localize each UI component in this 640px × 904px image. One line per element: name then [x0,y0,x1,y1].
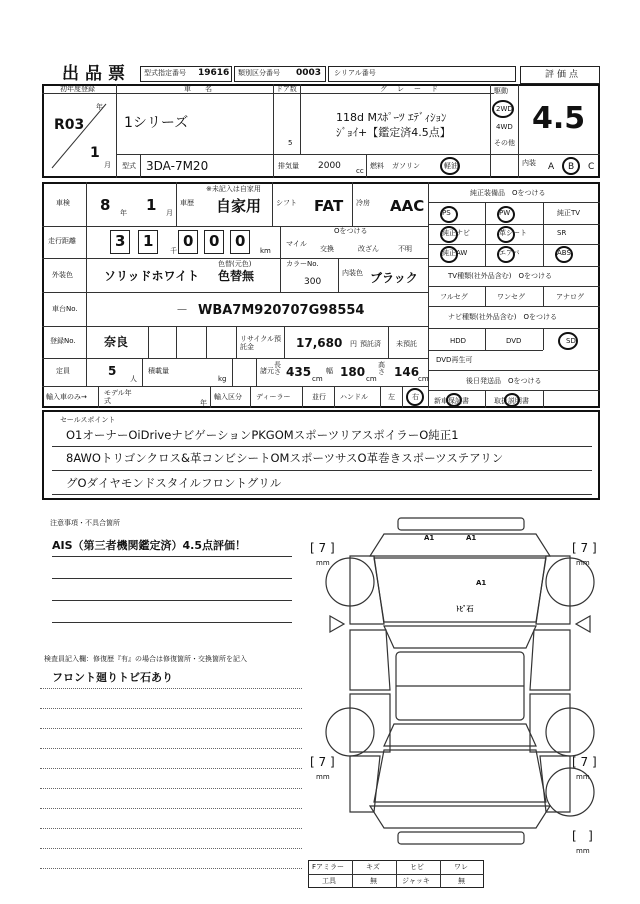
model-no-value: 19616 [198,68,230,78]
tire-fl: [ 7 ] [310,541,335,555]
drive-2wd-circle [492,100,514,118]
load-label: 積載量 [148,367,169,375]
handle-left: 左 [388,393,395,401]
recycle-value: 17,680 [296,336,343,350]
equip-item-circle [497,246,515,263]
drive-4wd: 4WD [496,123,513,131]
car-name: 1シリーズ [124,115,189,131]
inspector-line1: フロント廻りトビ石あり [52,671,173,684]
use-note: ※未記入は自家用 [206,185,261,193]
first-reg-label: 初年度登録 [60,85,95,93]
notes-line1: AIS（第三者機関鑑定済）4.5点評価！ [52,539,247,552]
month-unit: 月 [104,161,111,169]
equip-item: 純正TV [557,209,581,217]
fuel-label: 燃料 [370,162,384,170]
after-manual-circle [504,393,520,407]
equip-item-circle [440,206,458,223]
tire-fr: [ 7 ] [572,541,597,555]
shift-label: シフト [276,199,297,207]
width-value: 180 [340,365,366,379]
equip-item: 革シート [499,229,527,237]
nav-dvd-play: DVD再生可 [436,356,473,364]
mile-mark: Oをつける [334,227,368,235]
score-header-label: 評価点 [545,70,582,80]
tire-fr-mm: mm [576,559,590,567]
car-name-label: 車名 [184,85,226,93]
legend-tools: 工具 [322,877,336,885]
sales-label: セールスポイント [60,416,116,424]
parallel-option: 並行 [312,393,326,401]
color-no-label: カラーNo. [286,260,319,268]
reg-value: 奈良 [104,335,129,349]
hgt-label: 高さ [378,361,385,376]
grade-label: グレード [380,85,448,93]
doors-value: 5 [288,139,293,147]
load-unit: kg [218,375,227,383]
ac-label: 冷房 [356,199,370,207]
disp-label: 排気量 [278,162,299,170]
dealer-option: ディーラー [256,393,291,401]
doors-label: ドア数 [276,85,297,93]
equip-item-circle [497,206,515,223]
grade-line1: 118d Mｽﾎﾟｰﾂ ｴﾃﾞｨｼｮﾝ [336,111,447,124]
wid-label: 幅 [326,367,333,375]
seats-label: 定員 [56,367,70,375]
diag-tobi: ﾄﾋﾞ石 [456,605,474,613]
thousand-unit: 千 [170,247,177,255]
fuel-diesel-circle [440,157,460,175]
nav-title: ナビ種類(社外品含む) Oをつける [448,313,557,321]
orig-color-value: 色替無 [218,269,255,283]
first-reg-era: R03 [54,117,85,133]
vin-dash: － [176,303,189,317]
handle-label: ハンドル [340,393,368,401]
sales-line2: 8AWOトリゴンクロス&革コンビシートOMスポーツサスO革巻きスポーツステアリン [66,451,504,465]
disp-unit: cc [356,167,364,175]
legend-h-mirror: Fアミラー [312,863,345,871]
equip-item: エアバ [499,249,520,257]
mileage-digit: 0 [209,232,220,250]
inspector-label: 検査員記入欄：修復歴『有』の場合は修復箇所・交換箇所を記入 [44,655,247,663]
import-label: 輸入車のみ→ [46,393,87,401]
vin-value: WBA7M920707G98554 [198,303,365,318]
after-manual: 取扱説明書 [494,397,529,405]
equip-item: 純正ナビ [442,229,470,237]
sales-line3: グOダイヤモンドスタイルフロントグリル [66,476,282,490]
tv-title: TV種類(社外品含む) Oをつける [448,272,553,280]
reg-label: 登録No. [50,337,76,345]
mile-opt3: 不明 [398,245,412,253]
km-unit: km [260,247,271,255]
class-no-label: 類別区分番号 [238,69,280,77]
recycle-unpaid: 未預託 [396,340,417,348]
insp-year-unit: 年 [120,209,127,217]
equip-item-circle [440,246,458,263]
tire-rr: [ 7 ] [572,755,597,769]
legend-tools-val: 無 [370,877,377,885]
recycle-unit: 円 [350,340,357,348]
tire-fl-mm: mm [316,559,330,567]
handle-right: 右 [412,393,419,401]
mile-label: マイル [286,240,307,248]
int-color-label: 内装色 [342,269,363,277]
legend-h-crack: ヒビ [410,863,424,871]
mileage-digit: 0 [183,232,194,250]
mileage-digit: 0 [235,232,246,250]
equip-item: 純正AW [442,249,468,257]
mileage-label: 走行距離 [48,237,76,245]
fuel-diesel: 軽油 [444,162,458,170]
legend-jack: ジャッキ [402,877,430,885]
equip-title: 純正装備品 Oをつける [470,189,546,197]
insp-month: 1 [146,196,157,214]
mileage-digit: 1 [143,232,154,250]
equip-item-circle [555,246,573,263]
int-b-circle [562,157,580,175]
interior-label: 内装 [522,159,536,167]
tv-oneseg: ワンセグ [497,293,525,301]
mileage-digit: 3 [115,232,126,250]
car-diagram [300,512,620,862]
diag-a1-hood: A1 [476,579,487,587]
shift-value: FAT [314,197,344,215]
first-reg-month: 1 [90,145,100,161]
legend-h-scratch: キズ [366,863,380,871]
insp-month-unit: 月 [166,209,173,217]
disp-value: 2000 [318,161,341,171]
dims-label: 諸元 [260,367,274,375]
class-no-value: 0003 [296,68,322,78]
after-title: 後日発送品 Oをつける [466,377,542,385]
len-label: 長さ [274,361,281,376]
color-label: 外装色 [52,271,73,279]
wid-cm: cm [366,375,377,383]
use-value: 自家用 [216,197,262,215]
tire-rl-mm: mm [316,773,330,781]
hgt-cm: cm [418,375,429,383]
tv-fullseg: フルセグ [440,293,468,301]
int-a: A [548,162,555,172]
seats-value: 5 [108,364,117,378]
tv-analog: アナログ [556,293,584,301]
insp-year: 8 [100,196,111,214]
mile-opt2: 改ざん [358,245,379,253]
orig-color-label: 色替(元色) [218,260,252,268]
after-warranty-circle [446,393,462,407]
fuel-gas: ガソリン [392,162,420,170]
page-title: 出品票 [62,64,131,84]
type-label: 型式 [122,162,136,170]
after-warranty: 新車保証書 [434,397,469,405]
score-value: 4.5 [532,101,586,136]
tire-rl: [ 7 ] [310,755,335,769]
drive-label: 駆動 [494,87,508,95]
equip-item: ABS [557,249,571,257]
nav-sd-circle [558,332,578,350]
equip-item-circle [497,226,515,243]
type-value: 3DA-7M20 [146,159,209,173]
equip-item-circle [440,226,458,243]
diag-a1-front-right: A1 [466,534,477,542]
int-b: B [568,162,575,172]
sales-line1: O1オーナーOiDriveナビゲーションPKGOMスポーツリアスポイラーO純正1 [66,428,459,442]
nav-hdd: HDD [450,337,467,345]
seats-unit: 人 [130,375,137,383]
serial-label: シリアル番号 [334,69,376,77]
model-no-label: 型式指定番号 [144,69,186,77]
recycle-paid: 預託済 [360,340,381,348]
model-year-unit: 年 [200,399,207,407]
mile-opt1: 交換 [320,245,334,253]
inspection-label: 車検 [56,199,70,207]
legend-h-break: ワレ [454,863,468,871]
nav-sd: SD [566,337,576,345]
tire-rr-mm: mm [576,773,590,781]
equip-item: PW [499,209,511,217]
nav-dvd: DVD [506,337,522,345]
int-c: C [588,162,595,172]
grade-line2: ｼﾞｮｲ+【鑑定済4.5点】 [336,126,451,139]
vin-label: 車台No. [52,305,78,313]
tire-spare-mm: mm [576,847,590,855]
tire-spare: [ ] [572,829,593,843]
ac-value: AAC [390,197,425,215]
import-type-label: 輸入区分 [214,393,242,401]
len-cm: cm [312,375,323,383]
notes-label: 注意事項・不具合箇所 [50,519,120,527]
year-unit: 年 [96,103,103,111]
legend-jack-val: 無 [458,877,465,885]
diag-a1-front-left: A1 [424,534,435,542]
equip-item: PS [442,209,451,217]
recycle-label: リサイクル預託金 [240,335,282,351]
drive-other: その他 [494,139,515,147]
length-value: 435 [286,365,312,379]
equip-item: SR [557,229,567,237]
handle-right-circle [406,388,424,406]
color-value: ソリッドホワイト [104,269,200,283]
use-label: 車歴 [180,199,194,207]
int-color: ブラック [370,271,418,285]
model-year-label: モデル年式 [104,389,132,405]
height-value: 146 [394,365,420,379]
color-no: 300 [304,277,322,287]
drive-2wd: 2WD [496,105,513,113]
